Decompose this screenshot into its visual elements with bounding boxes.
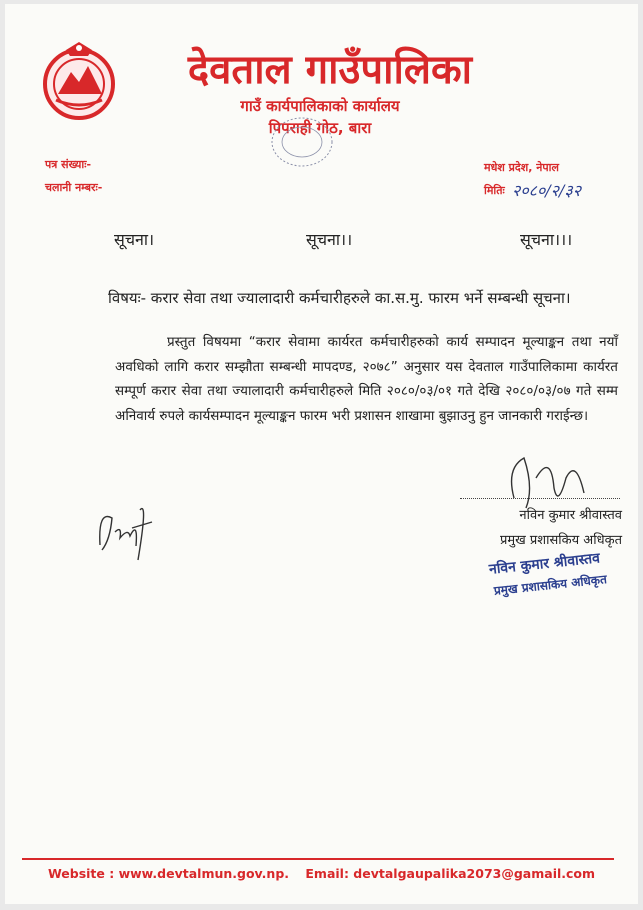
notice-heading-right: सूचना।।। [520, 230, 573, 249]
notice-heading-center: सूचना।। [306, 230, 353, 249]
initials-signature-icon [90, 490, 170, 570]
footer [0, 866, 643, 881]
date-label: मितिः [484, 184, 505, 197]
office-name: गाउँ कार्यपालिकाको कार्यालय [240, 97, 400, 115]
stamp-title: प्रमुख प्रशासकिय अधिकृत [493, 572, 608, 598]
municipality-name: देवताल गाउँपालिका [187, 47, 473, 93]
office-address: पिपराही गोठ, बारा [268, 119, 372, 137]
notice-heading-left: सूचना। [114, 230, 155, 249]
notice-body: प्रस्तुत विषयमा “करार सेवामा कार्यरत कर्मचारीहरुको कार्य सम्पादन मूल्याङ्कन तथा नयाँ अवधिको लागि करार सम्झौता सम्बन्धी मापदण्ड, २०७८” अनुसार यस देवताल गाउँपालिकामा कार्यरत सम्पूर्ण करार सेवा तथा ज्यालादारी कर्मचारीहरुले मिति २०८०/०३/०१ गते देखि २०८०/०३/०७ गते सम्म अनिवार्य रुपले कार्यसम्पादन मूल्याङ्कन फारम भरी प्रशासन शाखामा बुझाउनु हुन जानकारी गराईन्छ। [115, 334, 618, 424]
stamp-name: नविन कुमार श्रीवास्तव [488, 550, 601, 578]
footer-website[interactable]: Website : www.devtalmun.gov.np. [47, 866, 290, 881]
signer-name: नविन कुमार श्रीवास्तव [519, 508, 622, 523]
footer-email[interactable]: Email: devtalgaupalika2073@gamail.com [305, 866, 596, 881]
date-handwritten: २०८०/२/३२ [512, 181, 582, 200]
municipality-logo-icon [36, 38, 122, 124]
date-value [512, 179, 622, 201]
office-seal-icon [268, 112, 336, 172]
subject-line: विषयः- करार सेवा तथा ज्यालादारी कर्मचारीहरुले का.स.मु. फारम भर्ने सम्बन्धी सूचना। [108, 289, 571, 307]
dispatch-number-label: चलानी नम्बरः- [45, 181, 103, 194]
footer-divider [22, 858, 614, 860]
signature-line [460, 498, 620, 499]
letter-number-label: पत्र संख्याः- [45, 158, 92, 171]
signer-title: प्रमुख प्रशासकिय अधिकृत [499, 533, 622, 548]
province-label: मधेश प्रदेश, नेपाल [484, 161, 559, 174]
